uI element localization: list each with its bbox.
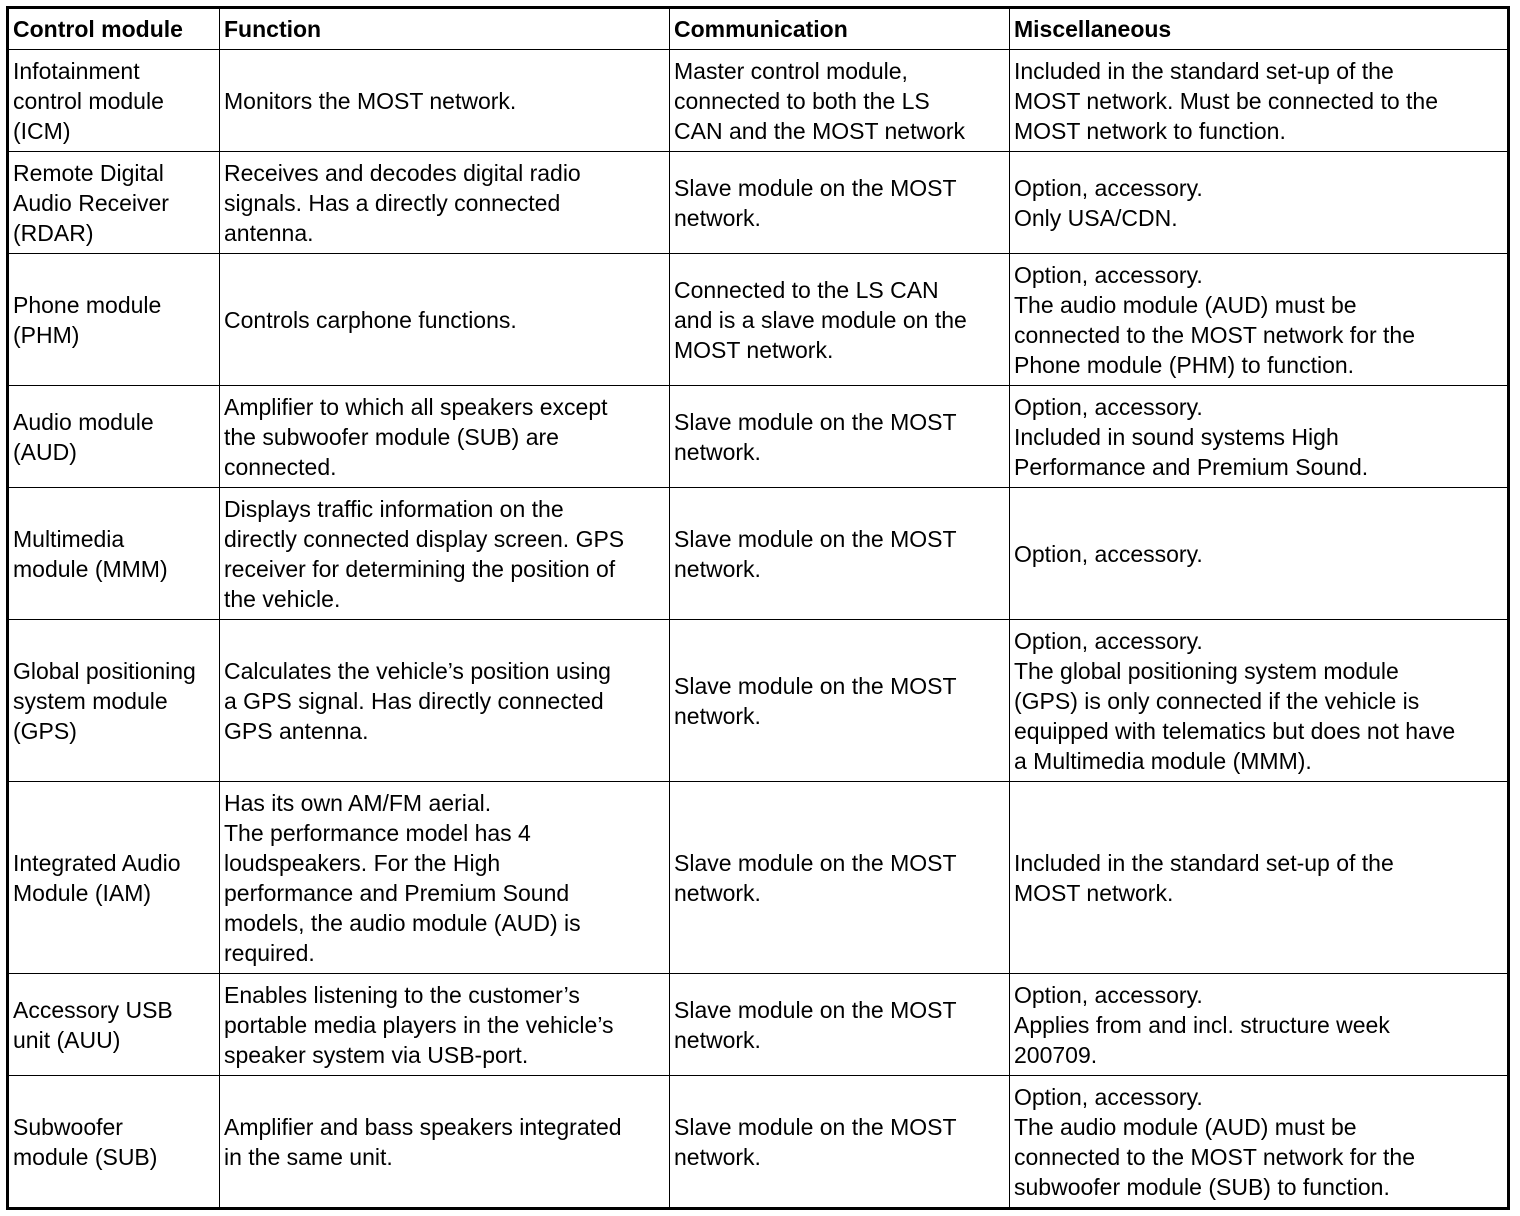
table-row	[8, 254, 1509, 386]
misc-cell: Option, accessory. Applies from and incl. structure week 200709.	[1010, 974, 1509, 1076]
communication-cell: Slave module on the MOST network.	[670, 620, 1010, 782]
communication-cell: Slave module on the MOST network.	[670, 386, 1010, 488]
communication-cell: Slave module on the MOST network.	[670, 782, 1010, 974]
module-cell: Multimedia module (MMM)	[8, 488, 220, 620]
header-function: Function	[220, 8, 670, 50]
function-cell: Displays traffic information on the directly connected display screen. GPS receiver for determining the position of the vehicle.	[220, 488, 670, 620]
header-communication: Communication	[670, 8, 1010, 50]
table-row	[8, 152, 1509, 254]
function-cell: Enables listening to the customer’s portable media players in the vehicle’s speaker system via USB-port.	[220, 974, 670, 1076]
table-row	[8, 620, 1509, 782]
module-cell: Subwoofer module (SUB)	[8, 1076, 220, 1209]
function-cell: Amplifier to which all speakers except the subwoofer module (SUB) are connected.	[220, 386, 670, 488]
table-row	[8, 386, 1509, 488]
module-cell: Global positioning system module (GPS)	[8, 620, 220, 782]
communication-cell: Slave module on the MOST network.	[670, 1076, 1010, 1209]
module-cell: Integrated Audio Module (IAM)	[8, 782, 220, 974]
header-miscellaneous: Miscellaneous	[1010, 8, 1509, 50]
communication-cell: Slave module on the MOST network.	[670, 152, 1010, 254]
function-cell: Controls carphone functions.	[220, 254, 670, 386]
misc-cell: Option, accessory.	[1010, 488, 1509, 620]
misc-cell: Option, accessory. The audio module (AUD) must be connected to the MOST network for the subwoofer module (SUB) to function.	[1010, 1076, 1509, 1209]
misc-cell: Option, accessory. Only USA/CDN.	[1010, 152, 1509, 254]
module-cell: Audio module (AUD)	[8, 386, 220, 488]
function-cell: Receives and decodes digital radio signals. Has a directly connected antenna.	[220, 152, 670, 254]
misc-cell: Included in the standard set-up of the MOST network. Must be connected to the MOST network to function.	[1010, 50, 1509, 152]
communication-cell: Connected to the LS CAN and is a slave module on the MOST network.	[670, 254, 1010, 386]
module-cell: Infotainment control module (ICM)	[8, 50, 220, 152]
table-row	[8, 782, 1509, 974]
function-cell: Monitors the MOST network.	[220, 50, 670, 152]
table-header-row	[8, 8, 1509, 50]
misc-cell: Included in the standard set-up of the MOST network.	[1010, 782, 1509, 974]
function-cell: Amplifier and bass speakers integrated in the same unit.	[220, 1076, 670, 1209]
module-cell: Remote Digital Audio Receiver (RDAR)	[8, 152, 220, 254]
misc-cell: Option, accessory. Included in sound systems High Performance and Premium Sound.	[1010, 386, 1509, 488]
table-row	[8, 974, 1509, 1076]
table-row	[8, 488, 1509, 620]
table-row	[8, 1076, 1509, 1209]
module-cell: Accessory USB unit (AUU)	[8, 974, 220, 1076]
misc-cell: Option, accessory. The audio module (AUD) must be connected to the MOST network for the Phone module (PHM) to function.	[1010, 254, 1509, 386]
communication-cell: Slave module on the MOST network.	[670, 974, 1010, 1076]
table-row	[8, 50, 1509, 152]
communication-cell: Master control module, connected to both the LS CAN and the MOST network	[670, 50, 1010, 152]
communication-cell: Slave module on the MOST network.	[670, 488, 1010, 620]
function-cell: Has its own AM/FM aerial. The performance model has 4 loudspeakers. For the High performance and Premium Sound models, the audio module (AUD) is required.	[220, 782, 670, 974]
module-cell: Phone module (PHM)	[8, 254, 220, 386]
misc-cell: Option, accessory. The global positioning system module (GPS) is only connected if the vehicle is equipped with telematics but does not have a Multimedia module (MMM).	[1010, 620, 1509, 782]
header-control-module: Control module	[8, 8, 220, 50]
control-module-table	[6, 6, 1510, 1210]
function-cell: Calculates the vehicle’s position using a GPS signal. Has directly connected GPS antenna.	[220, 620, 670, 782]
